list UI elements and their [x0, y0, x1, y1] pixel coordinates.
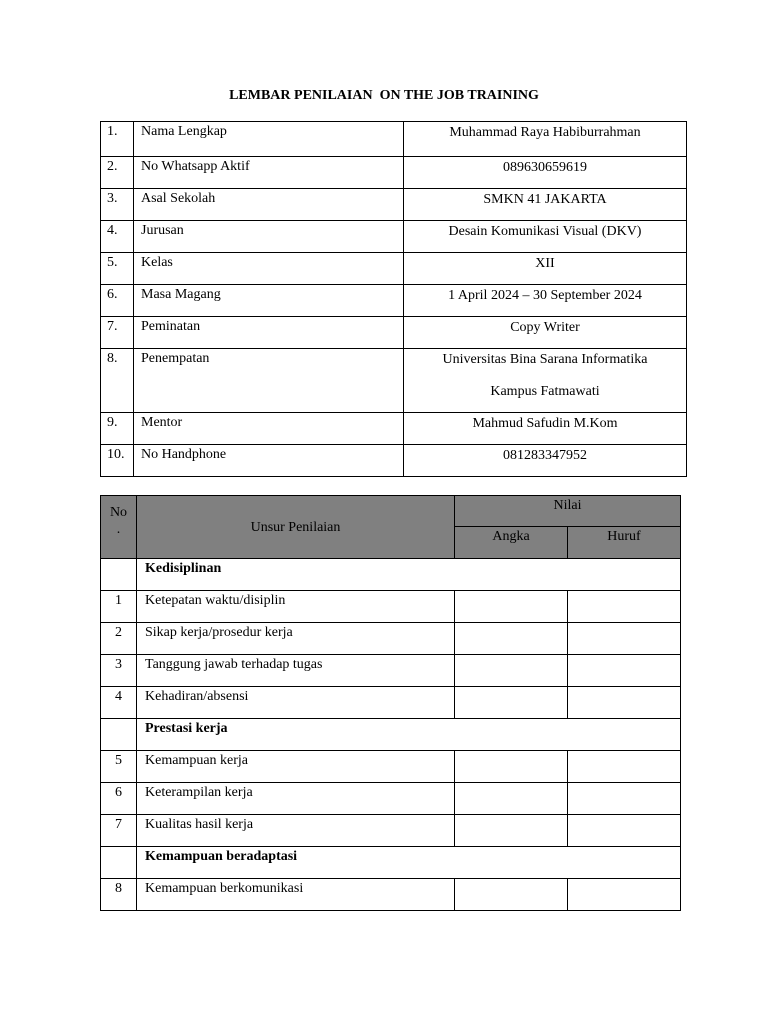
angka-cell [455, 783, 568, 815]
table-row [101, 815, 681, 847]
field-value: 1 April 2024 – 30 September 2024 [404, 285, 687, 317]
identity-table [100, 121, 687, 477]
header-unsur: Unsur Penilaian [137, 496, 455, 559]
field-value: SMKN 41 JAKARTA [404, 189, 687, 221]
item-label: Kualitas hasil kerja [137, 815, 455, 847]
header-row [101, 496, 681, 527]
item-label: Kemampuan kerja [137, 751, 455, 783]
row-number: 7. [101, 317, 134, 349]
row-number: 2. [101, 157, 134, 189]
huruf-cell [568, 815, 681, 847]
item-number: 5 [101, 751, 137, 783]
huruf-cell [568, 751, 681, 783]
field-label: Peminatan [134, 317, 404, 349]
field-label: No Whatsapp Aktif [134, 157, 404, 189]
section-title: Prestasi kerja [137, 719, 681, 751]
item-number: 7 [101, 815, 137, 847]
row-number: 3. [101, 189, 134, 221]
angka-cell [455, 591, 568, 623]
table-row [101, 751, 681, 783]
field-value [404, 349, 687, 413]
section-title: Kedisiplinan [137, 559, 681, 591]
header-no-line-1: No [109, 505, 128, 520]
field-label: Mentor [134, 413, 404, 445]
field-label: Nama Lengkap [134, 122, 404, 157]
item-label: Ketepatan waktu/disiplin [137, 591, 455, 623]
huruf-cell [568, 783, 681, 815]
field-value: 089630659619 [404, 157, 687, 189]
section-title: Kemampuan beradaptasi [137, 847, 681, 879]
field-value: XII [404, 253, 687, 285]
angka-cell [455, 815, 568, 847]
table-row [101, 655, 681, 687]
field-value-line-1: Universitas Bina Sarana Informatika [442, 352, 648, 367]
angka-cell [455, 751, 568, 783]
item-label: Tanggung jawab terhadap tugas [137, 655, 455, 687]
table-row [101, 221, 687, 253]
section-row [101, 719, 681, 751]
table-row [101, 413, 687, 445]
table-row [101, 253, 687, 285]
item-number: 6 [101, 783, 137, 815]
table-row [101, 687, 681, 719]
item-number: 2 [101, 623, 137, 655]
assessment-table [100, 495, 681, 911]
row-number: 8. [101, 349, 134, 413]
section-number-cell [101, 559, 137, 591]
field-value-line-2: Kampus Fatmawati [490, 384, 600, 399]
field-label: Jurusan [134, 221, 404, 253]
table-row [101, 157, 687, 189]
field-value: Copy Writer [404, 317, 687, 349]
row-number: 10. [101, 445, 134, 477]
huruf-cell [568, 687, 681, 719]
table-row [101, 879, 681, 911]
huruf-cell [568, 591, 681, 623]
header-no-line-2: . [116, 522, 121, 537]
header-no [101, 496, 137, 559]
huruf-cell [568, 879, 681, 911]
item-number: 1 [101, 591, 137, 623]
section-number-cell [101, 719, 137, 751]
angka-cell [455, 655, 568, 687]
row-number: 6. [101, 285, 134, 317]
table-row [101, 189, 687, 221]
field-label: Penempatan [134, 349, 404, 413]
angka-cell [455, 623, 568, 655]
section-row [101, 847, 681, 879]
item-label: Sikap kerja/prosedur kerja [137, 623, 455, 655]
header-huruf: Huruf [568, 527, 681, 559]
row-number: 5. [101, 253, 134, 285]
field-label: No Handphone [134, 445, 404, 477]
table-row [101, 317, 687, 349]
header-nilai: Nilai [455, 496, 681, 527]
huruf-cell [568, 623, 681, 655]
field-label: Kelas [134, 253, 404, 285]
section-number-cell [101, 847, 137, 879]
field-value: Desain Komunikasi Visual (DKV) [404, 221, 687, 253]
huruf-cell [568, 655, 681, 687]
document-title: LEMBAR PENILAIAN ON THE JOB TRAINING [229, 88, 539, 103]
row-number: 9. [101, 413, 134, 445]
item-label: Kehadiran/absensi [137, 687, 455, 719]
field-value: Mahmud Safudin M.Kom [404, 413, 687, 445]
item-number: 4 [101, 687, 137, 719]
table-row [101, 122, 687, 157]
angka-cell [455, 879, 568, 911]
table-row [101, 349, 687, 413]
field-label: Asal Sekolah [134, 189, 404, 221]
field-value: Muhammad Raya Habiburrahman [404, 122, 687, 157]
table-row [101, 783, 681, 815]
table-row [101, 285, 687, 317]
table-row [101, 445, 687, 477]
item-label: Keterampilan kerja [137, 783, 455, 815]
field-value: 081283347952 [404, 445, 687, 477]
row-number: 1. [101, 122, 134, 157]
item-number: 8 [101, 879, 137, 911]
table-row [101, 591, 681, 623]
row-number: 4. [101, 221, 134, 253]
table-row [101, 623, 681, 655]
angka-cell [455, 687, 568, 719]
header-angka: Angka [455, 527, 568, 559]
item-number: 3 [101, 655, 137, 687]
section-row [101, 559, 681, 591]
item-label: Kemampuan berkomunikasi [137, 879, 455, 911]
field-label: Masa Magang [134, 285, 404, 317]
